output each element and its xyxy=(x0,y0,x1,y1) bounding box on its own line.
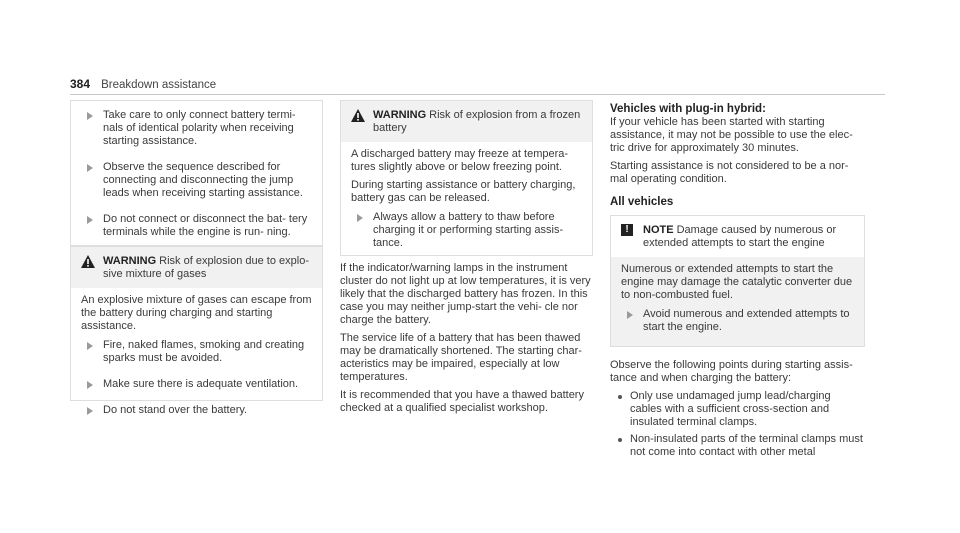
body-text-col2 xyxy=(340,262,595,420)
page-header xyxy=(70,78,885,95)
paragraph: It is recommended that you have a thawed battery checked at a qualified specialist workshop. xyxy=(340,389,584,414)
paragraph: The service life of a battery that has been thawed may be dramatically shortened. The starting char- acteristics may be impaired, especially at low temperatures. xyxy=(340,332,582,383)
arrow-right-icon xyxy=(87,216,93,224)
section-heading: Vehicles with plug-in hybrid: xyxy=(610,103,766,115)
warning-text: A discharged battery may freeze at tempera- tures slightly above or below freezing point. xyxy=(351,148,569,173)
arrow-right-icon xyxy=(87,112,93,120)
arrow-right-icon xyxy=(87,407,93,415)
paragraph: If the indicator/warning lamps in the instrument cluster do not light up at low temperatures, it is very likely that the discharged battery has frozen. In this case you may neither jump-start the vehi- cle nor charge the battery. xyxy=(340,262,591,326)
page-number: 384 xyxy=(70,77,91,91)
page-title: Breakdown assistance xyxy=(101,79,217,91)
list-item: Do not stand over the battery. xyxy=(81,404,312,417)
note-label: NOTE xyxy=(643,224,674,236)
exclamation-icon: ! xyxy=(621,224,633,236)
warning-heading: Risk of explosion due to explo- sive mixture of gases xyxy=(103,255,309,280)
warning-text: During starting assistance or battery charging, battery gas can be released. xyxy=(351,179,576,204)
note-text: Numerous or extended attempts to start the engine may damage the catalytic converter due to non-combusted fuel. xyxy=(621,263,853,301)
warning-box-explosive-gases xyxy=(70,246,323,416)
paragraph: Starting assistance is not considered to be a nor- mal operating condition. xyxy=(610,160,849,185)
paragraph: Observe the following points during starting assis- tance and when charging the battery: xyxy=(610,359,853,384)
bullet-item: Non-insulated parts of the terminal clamps must not come into contact with other metal xyxy=(610,433,865,459)
warning-label: WARNING xyxy=(103,255,157,267)
warning-triangle-icon xyxy=(351,109,365,122)
note-box xyxy=(610,215,865,347)
list-item: Avoid numerous and extended attempts to start the engine. xyxy=(621,308,854,334)
warning-heading: Risk of explosion from a frozen battery xyxy=(373,109,581,134)
arrow-right-icon xyxy=(87,164,93,172)
arrow-right-icon xyxy=(87,342,93,350)
list-item: Take care to only connect battery termi- nals of identical polarity when receiving starting assistance. xyxy=(81,109,312,148)
bullet-dot-icon xyxy=(618,438,622,442)
arrow-right-icon xyxy=(87,381,93,389)
body-text-col3 xyxy=(610,103,865,463)
warning-box-frozen-battery xyxy=(340,100,593,256)
arrow-right-icon xyxy=(627,311,633,319)
list-item: Fire, naked flames, smoking and creating sparks must be avoided. xyxy=(81,339,312,365)
list-item: Always allow a battery to thaw before charging it or performing starting assis- tance. xyxy=(351,211,582,250)
warning-header xyxy=(71,247,322,288)
warning-label: WARNING xyxy=(373,109,427,121)
warning-triangle-icon xyxy=(81,255,95,268)
list-item: Observe the sequence described for connecting and disconnecting the jump leads when receiving starting assistance. xyxy=(81,161,312,200)
note-heading: Damage caused by numerous or extended attempts to start the engine xyxy=(643,224,837,249)
paragraph: If your vehicle has been started with starting assistance, it may not be possible to use the elec- tric drive for approximately 30 minutes. xyxy=(610,116,853,154)
arrow-right-icon xyxy=(357,214,363,222)
instructions-box xyxy=(70,100,323,246)
note-header xyxy=(611,216,864,257)
warning-text: An explosive mixture of gases can escape from the battery during charging and starting assistance. xyxy=(81,294,312,332)
bullet-item: Only use undamaged jump lead/charging cables with a sufficient cross-section and insulated terminal clamps. xyxy=(610,390,865,429)
bullet-dot-icon xyxy=(618,395,622,399)
section-heading: All vehicles xyxy=(610,196,674,208)
warning-header xyxy=(341,101,592,142)
list-item: Make sure there is adequate ventilation. xyxy=(81,378,312,391)
list-item: Do not connect or disconnect the bat- tery terminals while the engine is run- ning. xyxy=(81,213,312,239)
